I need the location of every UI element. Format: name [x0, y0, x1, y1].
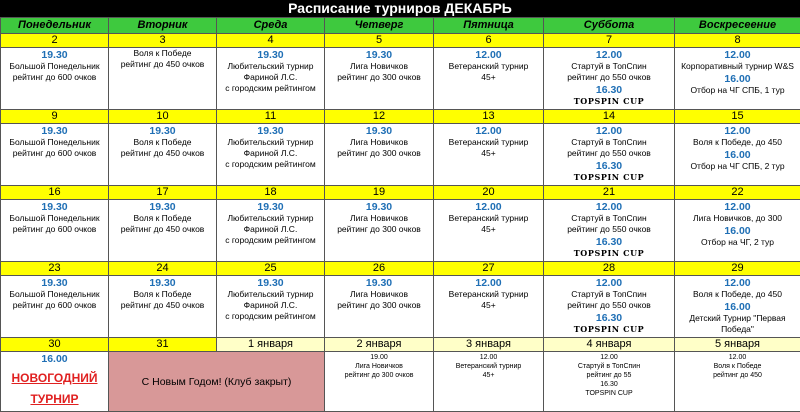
event-line: 45+ — [434, 72, 543, 83]
event-time: 12.00 — [675, 277, 800, 289]
event-time: 19.30 — [1, 125, 108, 137]
event-time: 16.00 — [675, 73, 800, 85]
event-time: 19.30 — [1, 277, 108, 289]
date-number: 20 — [434, 186, 544, 200]
event-time: 19.30 — [325, 125, 433, 137]
event-line: Лига Новичков — [325, 137, 433, 148]
date-number: 2 — [1, 34, 109, 48]
event-time: 12.00 — [434, 201, 543, 213]
event-time: 19.30 — [217, 125, 324, 137]
date-number: 2 января — [325, 338, 434, 352]
event-line: рейтинг до 450 очков — [109, 148, 216, 159]
event-time: 12.00 — [544, 353, 674, 362]
topspin-cup-label: TOPSPIN CUP — [544, 96, 674, 107]
date-number: 3 января — [434, 338, 544, 352]
date-number: 21 — [544, 186, 675, 200]
event-time: 12.00 — [434, 353, 543, 362]
date-number: 7 — [544, 34, 675, 48]
event-line: рейтинг до 55 — [544, 371, 674, 380]
day-cell — [217, 124, 325, 186]
event-line: Лига Новичков — [325, 289, 433, 300]
day-cell — [1, 352, 109, 412]
event-line: Большой Понедельник — [1, 213, 108, 224]
event-line: Любительский турнир — [217, 289, 324, 300]
event-line: Лига Новичков — [325, 362, 433, 371]
event-time: 16.30 — [544, 160, 674, 172]
date-number: 4 января — [544, 338, 675, 352]
event-line: 45+ — [434, 148, 543, 159]
date-number: 4 — [217, 34, 325, 48]
event-line: Фариной Л.С. — [217, 224, 324, 235]
event-time: 12.00 — [544, 125, 674, 137]
event-line: рейтинг до 550 очков — [544, 72, 674, 83]
date-number: 12 — [325, 110, 434, 124]
date-number: 16 — [1, 186, 109, 200]
event-time: 12.00 — [434, 277, 543, 289]
date-number: 30 — [1, 338, 109, 352]
event-line: Большой Понедельник — [1, 289, 108, 300]
weekday-thursday: Четверг — [325, 18, 434, 34]
event-line: Фариной Л.С. — [217, 72, 324, 83]
weekday-header-row — [1, 18, 800, 34]
new-year-tournament-label: ТУРНИР — [1, 392, 108, 407]
day-cell — [675, 352, 800, 412]
event-time: 12.00 — [544, 49, 674, 61]
event-line: Стартуй в ТопСпин — [544, 289, 674, 300]
event-time: 19.30 — [109, 277, 216, 289]
event-line: Лига Новичков — [325, 61, 433, 72]
events-row — [1, 124, 800, 186]
day-cell — [109, 124, 217, 186]
date-number: 18 — [217, 186, 325, 200]
date-number: 22 — [675, 186, 800, 200]
day-cell — [434, 352, 544, 412]
date-number: 23 — [1, 262, 109, 276]
date-row — [1, 186, 800, 200]
day-cell — [544, 48, 675, 110]
day-cell — [109, 200, 217, 262]
date-number: 24 — [109, 262, 217, 276]
event-line: Ветеранский турнир — [434, 137, 543, 148]
date-number: 28 — [544, 262, 675, 276]
date-number: 27 — [434, 262, 544, 276]
day-cell — [675, 276, 800, 338]
topspin-cup-label: TOPSPIN CUP — [544, 248, 674, 259]
weekday-tuesday: Вторник — [109, 18, 217, 34]
date-row — [1, 338, 800, 352]
event-time: 16.30 — [544, 312, 674, 324]
event-line: Ветеранский турнир — [434, 289, 543, 300]
date-number: 14 — [544, 110, 675, 124]
topspin-cup-label: TOPSPIN CUP — [544, 172, 674, 183]
event-time: 12.00 — [675, 353, 800, 362]
event-line: 45+ — [434, 300, 543, 311]
event-time: 12.00 — [544, 277, 674, 289]
event-line: Ветеранский турнир — [434, 61, 543, 72]
day-cell — [109, 276, 217, 338]
date-number: 26 — [325, 262, 434, 276]
event-time: 19.00 — [325, 353, 433, 362]
date-number: 19 — [325, 186, 434, 200]
event-line: Любительский турнир — [217, 61, 324, 72]
event-line: Воля к Победе, до 450 — [675, 137, 800, 148]
events-row — [1, 200, 800, 262]
event-line: Отбор на ЧГ СПБ, 2 тур — [675, 161, 800, 172]
events-row — [1, 48, 800, 110]
weekday-friday: Пятница — [434, 18, 544, 34]
day-cell — [1, 48, 109, 110]
event-line: Лига Новичков, до 300 — [675, 213, 800, 224]
event-line: рейтинг до 600 очков — [1, 72, 108, 83]
weekday-wednesday: Среда — [217, 18, 325, 34]
event-line: Большой Понедельник — [1, 61, 108, 72]
date-number: 5 — [325, 34, 434, 48]
event-line: Любительский турнир — [217, 213, 324, 224]
date-number: 31 — [109, 338, 217, 352]
date-number: 17 — [109, 186, 217, 200]
event-line: рейтинг до 450 — [675, 371, 800, 380]
day-cell — [434, 200, 544, 262]
event-line: рейтинг до 300 очков — [325, 300, 433, 311]
event-line: Стартуй в ТопСпин — [544, 137, 674, 148]
event-line: Отбор на ЧГ СПБ, 1 тур — [675, 85, 800, 96]
day-cell — [544, 200, 675, 262]
day-cell — [544, 276, 675, 338]
day-cell — [325, 352, 434, 412]
event-time: 16.30 — [544, 236, 674, 248]
event-line: рейтинг до 300 очков — [325, 371, 433, 380]
event-line: Воля к Победе — [109, 289, 216, 300]
event-line: рейтинг до 600 очков — [1, 148, 108, 159]
event-time: 16.00 — [1, 353, 108, 365]
event-line: Фариной Л.С. — [217, 300, 324, 311]
events-row — [1, 276, 800, 338]
event-line: Воля к Победе, до 450 — [675, 289, 800, 300]
date-number: 3 — [109, 34, 217, 48]
event-time: 19.30 — [217, 49, 324, 61]
day-cell — [434, 124, 544, 186]
event-line: Отбор на ЧГ, 2 тур — [675, 237, 800, 248]
event-line: Любительский турнир — [217, 137, 324, 148]
event-line: 16.30 — [544, 380, 674, 389]
date-number: 13 — [434, 110, 544, 124]
event-time: 16.30 — [544, 84, 674, 96]
day-cell — [1, 124, 109, 186]
day-cell — [325, 124, 434, 186]
event-line: с городским рейтингом — [217, 235, 324, 246]
day-cell — [1, 200, 109, 262]
event-line: рейтинг до 550 очков — [544, 300, 674, 311]
date-number: 6 — [434, 34, 544, 48]
event-time: 19.30 — [325, 277, 433, 289]
event-line: Стартуй в ТопСпин — [544, 362, 674, 371]
weekday-monday: Понедельник — [1, 18, 109, 34]
topspin-cup-label: TOPSPIN CUP — [544, 324, 674, 335]
club-closed-cell: С Новым Годом! (Клуб закрыт) — [109, 352, 325, 412]
event-line: Большой Понедельник — [1, 137, 108, 148]
event-line: Фариной Л.С. — [217, 148, 324, 159]
event-line: Стартуй в ТопСпин — [544, 61, 674, 72]
day-cell — [675, 48, 800, 110]
date-number: 29 — [675, 262, 800, 276]
calendar-table — [0, 17, 800, 412]
event-time: 19.30 — [325, 201, 433, 213]
event-line: Воля к Победе — [109, 48, 216, 59]
day-cell — [434, 48, 544, 110]
schedule-title: Расписание турниров ДЕКАБРЬ — [0, 0, 800, 17]
event-time: 12.00 — [434, 125, 543, 137]
day-cell — [544, 352, 675, 412]
event-time: 12.00 — [675, 125, 800, 137]
event-time: 19.30 — [217, 277, 324, 289]
event-line: 45+ — [434, 371, 543, 380]
event-line: Корпоративный турнир W&S — [675, 61, 800, 72]
day-cell — [217, 48, 325, 110]
event-line: рейтинг до 300 очков — [325, 72, 433, 83]
date-number: 9 — [1, 110, 109, 124]
day-cell — [217, 200, 325, 262]
date-row — [1, 34, 800, 48]
event-line: рейтинг до 600 очков — [1, 224, 108, 235]
day-cell — [109, 48, 217, 110]
event-time: 12.00 — [544, 201, 674, 213]
event-line: Ветеранский турнир — [434, 362, 543, 371]
event-time: 12.00 — [434, 49, 543, 61]
event-line: рейтинг до 600 очков — [1, 300, 108, 311]
event-time: 16.00 — [675, 225, 800, 237]
event-line: рейтинг до 550 очков — [544, 148, 674, 159]
event-time: 12.00 — [675, 49, 800, 61]
day-cell — [325, 276, 434, 338]
day-cell — [675, 200, 800, 262]
date-row — [1, 262, 800, 276]
event-line: Лига Новичков — [325, 213, 433, 224]
event-line: Ветеранский турнир — [434, 213, 543, 224]
event-line: 45+ — [434, 224, 543, 235]
day-cell — [434, 276, 544, 338]
event-time: 16.00 — [675, 149, 800, 161]
date-number: 25 — [217, 262, 325, 276]
event-line: Воля к Победе — [675, 362, 800, 371]
event-time: 16.00 — [675, 301, 800, 313]
events-row — [1, 352, 800, 412]
date-number: 8 — [675, 34, 800, 48]
date-row — [1, 110, 800, 124]
date-number: 5 января — [675, 338, 800, 352]
date-number: 15 — [675, 110, 800, 124]
event-line: рейтинг до 550 очков — [544, 224, 674, 235]
new-year-tournament-label: НОВОГОДНИЙ — [1, 371, 108, 386]
date-number: 1 января — [217, 338, 325, 352]
event-line: с городским рейтингом — [217, 159, 324, 170]
date-number: 11 — [217, 110, 325, 124]
day-cell — [217, 276, 325, 338]
event-line: рейтинг до 450 очков — [109, 224, 216, 235]
day-cell — [544, 124, 675, 186]
event-line: с городским рейтингом — [217, 83, 324, 94]
event-time: 12.00 — [675, 201, 800, 213]
event-line: Воля к Победе — [109, 137, 216, 148]
event-time: 19.30 — [325, 49, 433, 61]
event-line: Воля к Победе — [109, 213, 216, 224]
event-line: рейтинг до 450 очков — [109, 59, 216, 70]
day-cell — [1, 276, 109, 338]
event-line: с городским рейтингом — [217, 311, 324, 322]
event-line: рейтинг до 450 очков — [109, 300, 216, 311]
event-time: 19.30 — [109, 125, 216, 137]
event-time: 19.30 — [1, 201, 108, 213]
event-line: TOPSPIN CUP — [544, 389, 674, 398]
event-line: рейтинг до 300 очков — [325, 224, 433, 235]
weekday-sunday: Воскресеение — [675, 18, 800, 34]
event-line: Стартуй в ТопСпин — [544, 213, 674, 224]
event-time: 19.30 — [217, 201, 324, 213]
day-cell — [325, 48, 434, 110]
event-time: 19.30 — [109, 201, 216, 213]
event-time: 19.30 — [1, 49, 108, 61]
day-cell — [675, 124, 800, 186]
event-line: рейтинг до 300 очков — [325, 148, 433, 159]
weekday-saturday: Суббота — [544, 18, 675, 34]
date-number: 10 — [109, 110, 217, 124]
event-line: Детский Турнир "Первая Победа" — [675, 313, 800, 335]
day-cell — [325, 200, 434, 262]
